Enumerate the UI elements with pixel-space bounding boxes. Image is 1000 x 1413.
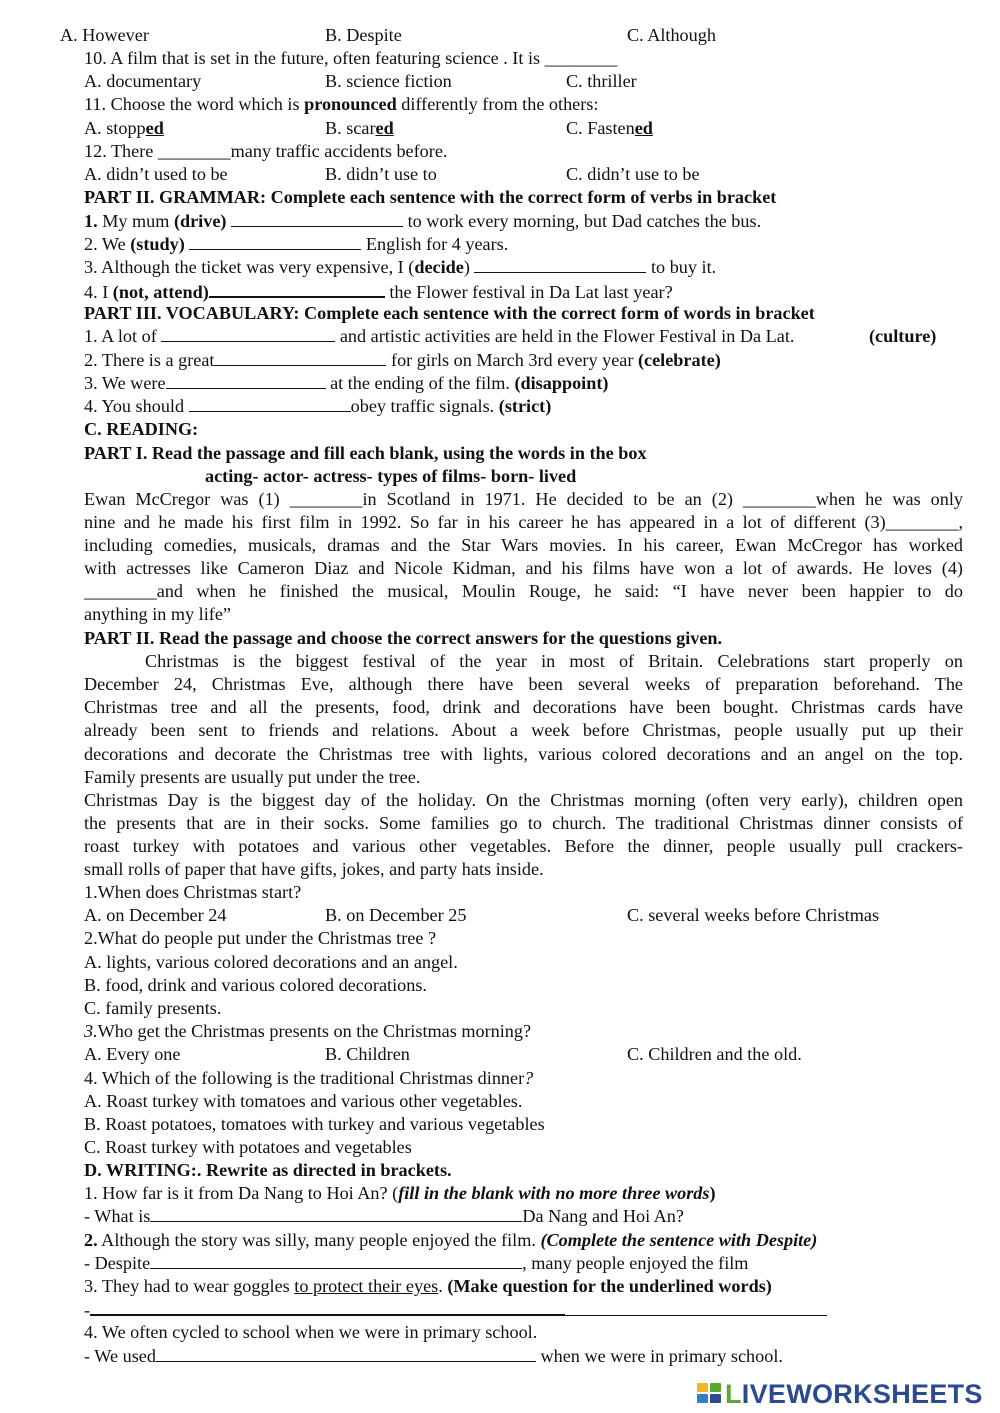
liveworksheets-logo-icon: [697, 1383, 723, 1405]
reading-q3-option-b[interactable]: B. Children: [325, 1044, 410, 1064]
reading-part1-heading: PART I. Read the passage and fill each blank, using the words in the box: [84, 443, 647, 463]
reading-q1-options: [0, 904, 1000, 927]
word-box: acting- actor- actress- types of films- born- lived: [205, 466, 577, 486]
passage2-line: small rolls of paper that have gifts, jokes, and party hats inside.: [84, 859, 544, 879]
passage2-line: roast turkey with potatoes and various other vegetables. Before the dinner, people usually pull crackers-: [84, 836, 963, 856]
writing-q3-blank-extension[interactable]: [565, 1299, 827, 1316]
writing-heading: D. WRITING:. Rewrite as directed in brackets.: [84, 1160, 452, 1180]
passage1-line: anything in my life”: [84, 604, 231, 624]
reading-q4-option-c[interactable]: C. Roast turkey with potatoes and vegetables: [84, 1137, 412, 1157]
writing-q4-answer: - We used when we were in primary school.: [84, 1346, 783, 1366]
reading-q1: 1.When does Christmas start?: [84, 882, 302, 902]
vocabulary-q2: 2. There is a great for girls on March 3rd every year (celebrate): [84, 350, 721, 370]
q9-options: [0, 24, 1000, 47]
writing-q3-blank[interactable]: [90, 1298, 565, 1316]
passage2-line: decorations and decorate the Christmas tree with lights, various colored decorations and an angel on the top.: [84, 744, 963, 764]
q11-option-b[interactable]: B. scared: [325, 118, 394, 138]
passage2-line: December 24, Christmas Eve, although there have been several weeks of preparation beforehand. The: [84, 674, 963, 694]
liveworksheets-logo-rest: IVEWORKSHEETS: [741, 1379, 983, 1409]
writing-q2: 2. Although the story was silly, many people enjoyed the film. (Complete the sentence with Despite): [84, 1230, 818, 1250]
reading-q2: 2.What do people put under the Christmas tree ?: [84, 928, 437, 948]
passage2-line: Christmas is the biggest festival of the year in most of Britain. Celebrations start properly on: [145, 651, 963, 671]
reading-q4-option-b[interactable]: B. Roast potatoes, tomatoes with turkey and various vegetables: [84, 1114, 545, 1134]
q10-option-c[interactable]: C. thriller: [566, 71, 637, 91]
reading-section-title: C. READING:: [84, 419, 199, 439]
reading-q3-option-c[interactable]: C. Children and the old.: [627, 1044, 802, 1064]
q9-option-a[interactable]: A. However: [60, 25, 149, 45]
passage2-line: Family presents are usually put under the tree.: [84, 767, 421, 787]
passage2-line: Christmas tree and all the presents, food, drink and decorations have been bought. Christmas cards have: [84, 697, 963, 717]
passage1-line: Ewan McCregor was (1) ________in Scotland in 1971. He decided to be an (2) ________when he was only: [84, 489, 963, 509]
writing-q1-blank[interactable]: [150, 1205, 522, 1222]
q10-option-a[interactable]: A. documentary: [84, 71, 202, 91]
q12-options: [0, 163, 1000, 186]
q11-option-c[interactable]: C. Fastened: [566, 118, 653, 138]
q10-stem: 10. A film that is set in the future, often featuring science . It is ________: [84, 48, 618, 68]
liveworksheets-logo-text: [725, 1380, 983, 1408]
vocabulary-q1: 1. A lot of and artistic activities are held in the Flower Festival in Da Lat. (culture): [84, 326, 937, 346]
grammar-q2: 2. We (study) English for 4 years.: [84, 234, 509, 254]
reading-part2-heading: PART II. Read the passage and choose the correct answers for the questions given.: [84, 628, 723, 648]
reading-q3: 3.Who get the Christmas presents on the Christmas morning?: [84, 1021, 532, 1041]
q12-option-b[interactable]: B. didn’t use to: [325, 164, 437, 184]
reading-q3-option-a[interactable]: A. Every one: [84, 1044, 181, 1064]
reading-q4: 4. Which of the following is the traditional Christmas dinner?: [84, 1068, 534, 1088]
grammar-q1: 1. My mum (drive) to work every morning, but Dad catches the bus.: [84, 211, 762, 231]
vocabulary-q4-blank[interactable]: [189, 395, 351, 412]
liveworksheets-logo[interactable]: [697, 1380, 983, 1408]
q12-option-a[interactable]: A. didn’t used to be: [84, 164, 228, 184]
q11-option-a[interactable]: A. stopped: [84, 118, 164, 138]
writing-q4-blank[interactable]: [156, 1345, 536, 1362]
grammar-q3-blank[interactable]: [474, 256, 646, 273]
reading-q1-option-c[interactable]: C. several weeks before Christmas: [627, 905, 880, 925]
grammar-heading: PART II. GRAMMAR: Complete each sentence with the correct form of verbs in bracket: [84, 187, 777, 207]
reading-q4-option-a[interactable]: A. Roast turkey with tomatoes and various other vegetables.: [84, 1091, 523, 1111]
vocabulary-q1-blank[interactable]: [161, 325, 335, 342]
q12-stem: 12. There ________many traffic accidents before.: [84, 141, 448, 161]
vocabulary-q4: 4. You should obey traffic signals. (strict): [84, 396, 552, 416]
passage1-line: nine and he made his first film in 1992. So far in his career he has appeared in a lot of different (3)________,: [84, 512, 963, 532]
writing-q3: 3. They had to wear goggles to protect their eyes. (Make question for the underlined words): [84, 1276, 772, 1296]
q11-options: [0, 117, 1000, 140]
liveworksheets-logo-initial: L: [725, 1379, 742, 1409]
vocabulary-q2-blank[interactable]: [214, 349, 386, 366]
q11-stem: 11. Choose the word which is pronounced differently from the others:: [84, 94, 599, 114]
passage2-line: the presents that are in their socks. Some families go to church. The traditional Christmas dinner consists of: [84, 813, 963, 833]
reading-q2-option-c[interactable]: C. family presents.: [84, 998, 222, 1018]
vocabulary-heading: PART III. VOCABULARY: Complete each sentence with the correct form of words in bracket: [84, 303, 815, 323]
grammar-q1-blank[interactable]: [231, 210, 403, 227]
reading-q3-options: [0, 1043, 1000, 1066]
passage2-line: Christmas Day is the biggest day of the holiday. On the Christmas morning (often very early), children open: [84, 790, 963, 810]
writing-q1: 1. How far is it from Da Nang to Hoi An? (fill in the blank with no more three words): [84, 1183, 716, 1203]
grammar-q2-blank[interactable]: [189, 233, 361, 250]
q12-option-c[interactable]: C. didn’t use to be: [566, 164, 700, 184]
passage1-line: ________and when he finished the musical, Moulin Rouge, he said: “I have never been happier to do: [84, 581, 963, 601]
q10-option-b[interactable]: B. science fiction: [325, 71, 452, 91]
reading-q2-option-b[interactable]: B. food, drink and various colored decorations.: [84, 975, 427, 995]
reading-q2-option-a[interactable]: A. lights, various colored decorations and an angel.: [84, 952, 458, 972]
grammar-q3: 3. Although the ticket was very expensive, I (decide) to buy it.: [84, 257, 717, 277]
reading-q1-option-b[interactable]: B. on December 25: [325, 905, 467, 925]
vocabulary-q3-blank[interactable]: [166, 372, 326, 389]
grammar-q4: 4. I (not, attend) the Flower festival in Da Lat last year?: [84, 282, 673, 302]
writing-q4: 4. We often cycled to school when we were in primary school.: [84, 1322, 538, 1342]
q9-option-b[interactable]: B. Despite: [325, 25, 402, 45]
passage2-line: already been sent to friends and relations. About a week before Christmas, people usually put up their: [84, 720, 963, 740]
grammar-q4-blank[interactable]: [209, 280, 385, 298]
vocabulary-q3: 3. We were at the ending of the film. (disappoint): [84, 373, 609, 393]
writing-q2-answer: - Despite , many people enjoyed the film: [84, 1253, 749, 1273]
writing-q3-answer: -: [0, 1298, 1000, 1321]
writing-q1-answer: - What is Da Nang and Hoi An?: [84, 1206, 684, 1226]
reading-q1-option-a[interactable]: A. on December 24: [84, 905, 227, 925]
writing-q2-blank[interactable]: [150, 1252, 522, 1269]
passage1-line: with actresses like Cameron Diaz and Nicole Kidman, and his films have won a lot of awards. He loves (4): [84, 558, 963, 578]
q9-option-c[interactable]: C. Although: [627, 25, 716, 45]
passage1-line: including comedies, musicals, dramas and the Star Wars movies. In his career, Ewan McCregor has worked: [84, 535, 963, 555]
q10-options: [0, 70, 1000, 93]
